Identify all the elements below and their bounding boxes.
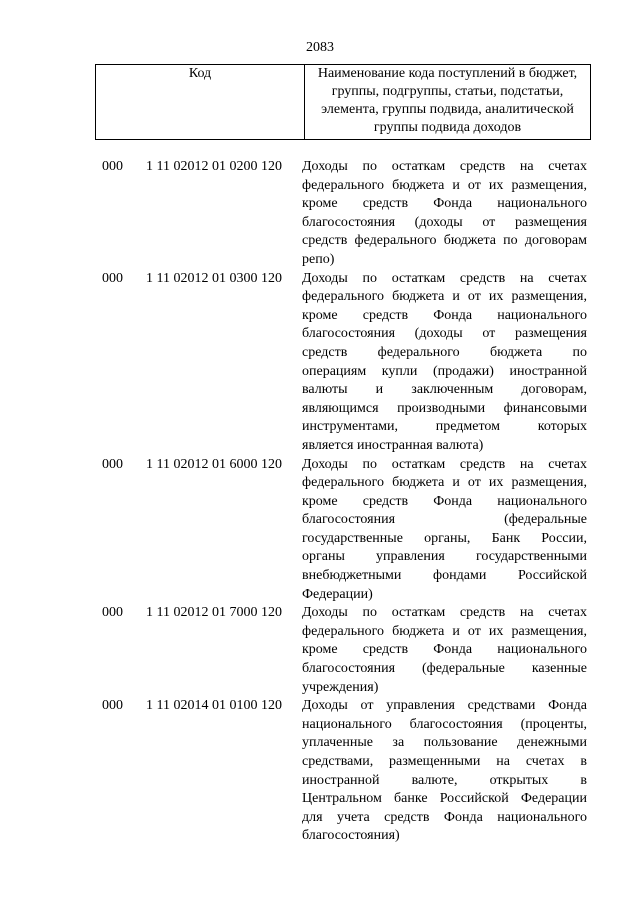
- description-line: федерального бюджета и от их размещения,: [302, 475, 587, 491]
- description-line: государственные органы, Банк России,: [302, 530, 587, 546]
- description-line: благосостояния (федеральные: [302, 512, 587, 528]
- table-row: [0, 158, 640, 270]
- income-code-list: [0, 158, 640, 846]
- description-line: внебюджетными фондами Российской: [302, 568, 587, 584]
- description-line: федерального бюджета и от их размещения,: [302, 177, 587, 193]
- description-line: благосостояния (доходы от размещения: [302, 214, 587, 230]
- table-row: [0, 697, 640, 846]
- page-number: 2083: [306, 40, 334, 55]
- income-code: 1 11 02012 01 6000 120: [146, 456, 282, 472]
- description-line: средствами, размещенными на счетах в: [302, 754, 587, 769]
- income-description: [302, 270, 587, 456]
- description-line: являющимся производными финансовыми: [302, 400, 587, 416]
- description-line: учреждения): [302, 679, 379, 695]
- income-description: [302, 456, 587, 605]
- description-line: репо): [302, 251, 335, 267]
- income-code: 1 11 02012 01 0200 120: [146, 159, 282, 174]
- description-line: федерального бюджета и от их размещения,: [302, 289, 587, 305]
- description-line: является иностранная валюта): [302, 437, 484, 453]
- description-line: федерального бюджета и от их размещения,: [302, 623, 587, 639]
- table-row: [0, 270, 640, 456]
- description-line: благосостояния): [302, 828, 400, 844]
- description-line: Центральном банке Российской Федерации: [302, 791, 587, 807]
- description-line: кроме средств Фонда национального: [302, 642, 587, 658]
- description-line: Доходы по остаткам средств на счетах: [302, 270, 587, 286]
- description-line: Доходы по остаткам средств на счетах: [302, 456, 587, 472]
- table-row: [0, 456, 640, 605]
- income-description: [302, 697, 587, 846]
- description-line: уплаченные за пользование денежными: [302, 735, 587, 751]
- description-line: инструментами, предметом которых: [302, 419, 587, 435]
- description-line: средств федерального бюджета по договорам: [302, 233, 587, 249]
- income-code: 1 11 02012 01 0300 120: [146, 270, 282, 286]
- income-description: [302, 604, 587, 697]
- income-description: [302, 158, 587, 270]
- admin-code: 000: [102, 270, 123, 286]
- description-line: органы управления государственными: [302, 549, 587, 565]
- income-code: 1 11 02014 01 0100 120: [146, 698, 282, 714]
- column-header-name: Наименование кода поступлений в бюджет, группы, подгруппы, статьи, подстатьи, элемента, группы подвида, аналитической группы подвида доходов: [305, 65, 591, 140]
- description-line: кроме средств Фонда национального: [302, 493, 587, 509]
- description-line: Федерации): [302, 586, 373, 602]
- description-line: кроме средств Фонда национального: [302, 196, 587, 212]
- description-line: Доходы по остаткам средств на счетах: [302, 159, 587, 174]
- admin-code: 000: [102, 605, 123, 621]
- description-line: благосостояния (федеральные казенные: [302, 661, 587, 677]
- description-line: иностранной валюте, открытых в: [302, 772, 587, 788]
- description-line: для учета средств Фонда национального: [302, 809, 587, 825]
- admin-code: 000: [102, 159, 123, 174]
- table-row: [0, 604, 640, 697]
- income-code: 1 11 02012 01 7000 120: [146, 605, 282, 621]
- description-line: национального благосостояния (проценты,: [302, 716, 587, 732]
- description-line: Доходы по остаткам средств на счетах: [302, 605, 587, 621]
- description-line: операциям купли (продажи) иностранной: [302, 363, 587, 379]
- column-header-code: Код: [96, 65, 305, 140]
- admin-code: 000: [102, 456, 123, 472]
- description-line: Доходы от управления средствами Фонда: [302, 698, 587, 714]
- description-line: благосостояния (доходы от размещения: [302, 326, 587, 342]
- description-line: валюты и заключенным договорам,: [302, 382, 587, 398]
- table-header: [95, 64, 591, 140]
- admin-code: 000: [102, 698, 123, 714]
- description-line: средств федерального бюджета по: [302, 344, 587, 360]
- description-line: кроме средств Фонда национального: [302, 307, 587, 323]
